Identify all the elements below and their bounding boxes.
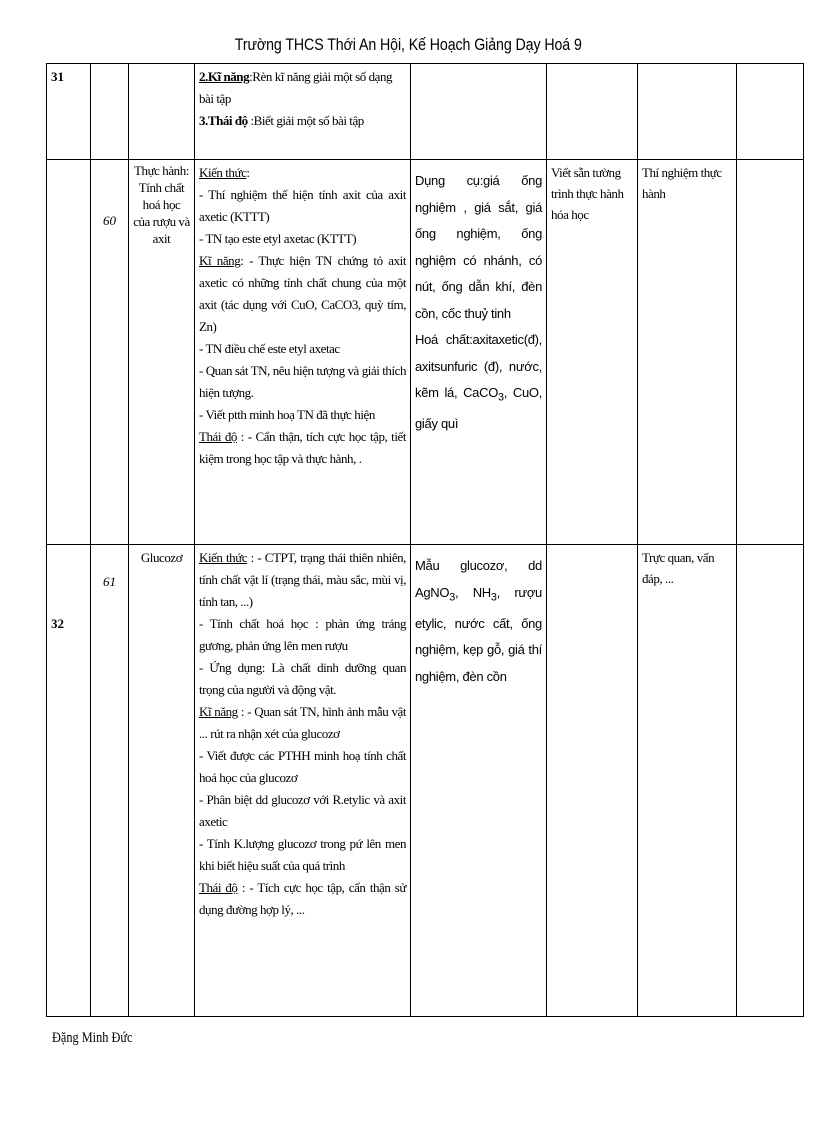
skill-item: - Phân biệt dd glucozơ với R.etylic và axit axetic (199, 792, 406, 829)
skill-label: Kĩ năng (199, 704, 238, 719)
skill-item: - Quan sát TN, nêu hiện tượng và giải thích hiện tượng. (199, 363, 406, 400)
preparation-cell: Viết sẵn tường trình thực hành hóa học (547, 160, 638, 545)
equipment-text: Dụng cụ:giá ống nghiệm , giá sắt, giá ống nghiệm, ống nghiệm có nhánh, có nút, ống dẫn khí, đèn cồn, cốc thuỷ tinh (415, 173, 542, 321)
notes-cell (737, 545, 804, 1017)
week-cell (47, 160, 91, 545)
preparation-cell (547, 64, 638, 160)
attitude-text: :Biết giải một số bài tập (247, 113, 364, 128)
knowledge-label: Kiến thức (199, 550, 248, 565)
equipment-text: , rượu etylic, nước cất, ống nghiệm, kẹp gỗ, giá thí nghiệm, đèn cồn (415, 584, 542, 684)
skill-label: 2.Kĩ năng (199, 69, 250, 84)
skill-item: - TN điều chế este etyl axetac (199, 341, 340, 356)
skill-text: :Rèn kĩ năng giải một số dạng bài tập (199, 69, 393, 106)
preparation-cell (547, 545, 638, 1017)
method-cell: Trực quan, vấn đáp, ... (638, 545, 737, 1017)
period-cell: 61 (91, 545, 129, 1017)
table-row (47, 545, 804, 1017)
skill-text: : - Thực hiện TN chứng tỏ axit axetic có những tính chất chung của một axit (tác dụng với CuO, CaCO3, quỳ tím, Zn) (199, 253, 406, 334)
knowledge-item: - Ứng dụng: Là chất dinh dưỡng quan trọng của người và động vật. (199, 660, 406, 697)
equipment-text: , NH (454, 584, 491, 600)
knowledge-item: - TN tạo este etyl axetac (KTTT) (199, 231, 357, 246)
topic-cell (129, 64, 195, 160)
author-name: Đặng Minh Đức (52, 1030, 133, 1046)
table-row (47, 160, 804, 545)
skill-item: - Viết ptth minh hoạ TN đã thực hiện (199, 407, 375, 422)
period-cell (91, 64, 129, 160)
method-cell: Thí nghiệm thực hành (638, 160, 737, 545)
skill-label: Kĩ năng (199, 253, 241, 268)
equipment-text: Mẫu glucozơ, dd AgNO (415, 558, 542, 600)
attitude-label: Thái độ (199, 880, 238, 895)
attitude-label: Thái độ (199, 429, 237, 444)
week-cell: 31 (47, 64, 91, 160)
knowledge-text: : - CTPT, trạng thái thiên nhiên, tính chất vật lí (trạng thái, màu sắc, mùi vị, tính tan, ...) (199, 550, 406, 609)
notes-cell (737, 160, 804, 545)
chemicals-text: Hoá chất:axitaxetic(đ), axitsunfuric (đ), nước, kẽm lá, CaCO (415, 332, 542, 400)
attitude-text: : - Cẩn thận, tích cực học tập, tiết kiệm trong học tập và thực hành, . (199, 429, 406, 466)
period-cell: 60 (91, 160, 129, 545)
attitude-label: 3.Thái độ (199, 113, 248, 128)
objectives-cell (195, 160, 411, 545)
equipment-subscript: 3 (449, 591, 455, 604)
table-row (47, 64, 804, 160)
objectives-cell (195, 545, 411, 1017)
equipment-subscript: 3 (490, 591, 497, 604)
notes-cell (737, 64, 804, 160)
equipment-cell (411, 64, 547, 160)
objectives-cell (195, 64, 411, 160)
page-header: Trường THCS Thới An Hội, Kế Hoạch Giảng Dạy Hoá 9 (234, 36, 582, 54)
knowledge-label: Kiến thức (199, 165, 247, 180)
chemicals-subscript: 3 (498, 391, 504, 404)
attitude-text: : - Tích cực học tập, cẩn thận sử dụng đường hợp lý, ... (199, 880, 406, 917)
method-cell (638, 64, 737, 160)
skill-item: - Tính K.lượng glucozơ trong pứ lên men khi biết hiệu suất của quá trình (199, 836, 406, 873)
week-cell: 32 (47, 545, 91, 1017)
knowledge-colon: : (246, 165, 250, 180)
knowledge-item: - Tính chất hoá học : phản ứng tráng gương, phản ứng lên men rượu (199, 616, 406, 653)
equipment-cell (411, 545, 547, 1017)
chemicals-text-end: , CuO, giấy quì (415, 385, 543, 432)
skill-text: : - Quan sát TN, hình ảnh mẫu vật ... rút ra nhận xét của glucozơ (199, 704, 406, 741)
skill-item: - Viết được các PTHH minh hoạ tính chất hoá học của glucozơ (199, 748, 406, 785)
equipment-cell (411, 160, 547, 545)
topic-cell: Thực hành: Tính chất hoá học của rượu và axit (129, 160, 195, 545)
knowledge-item: - Thí nghiệm thể hiện tính axit của axit axetic (KTTT) (199, 187, 406, 224)
topic-cell: Glucozơ (129, 545, 195, 1017)
lesson-plan-table (46, 63, 804, 1017)
